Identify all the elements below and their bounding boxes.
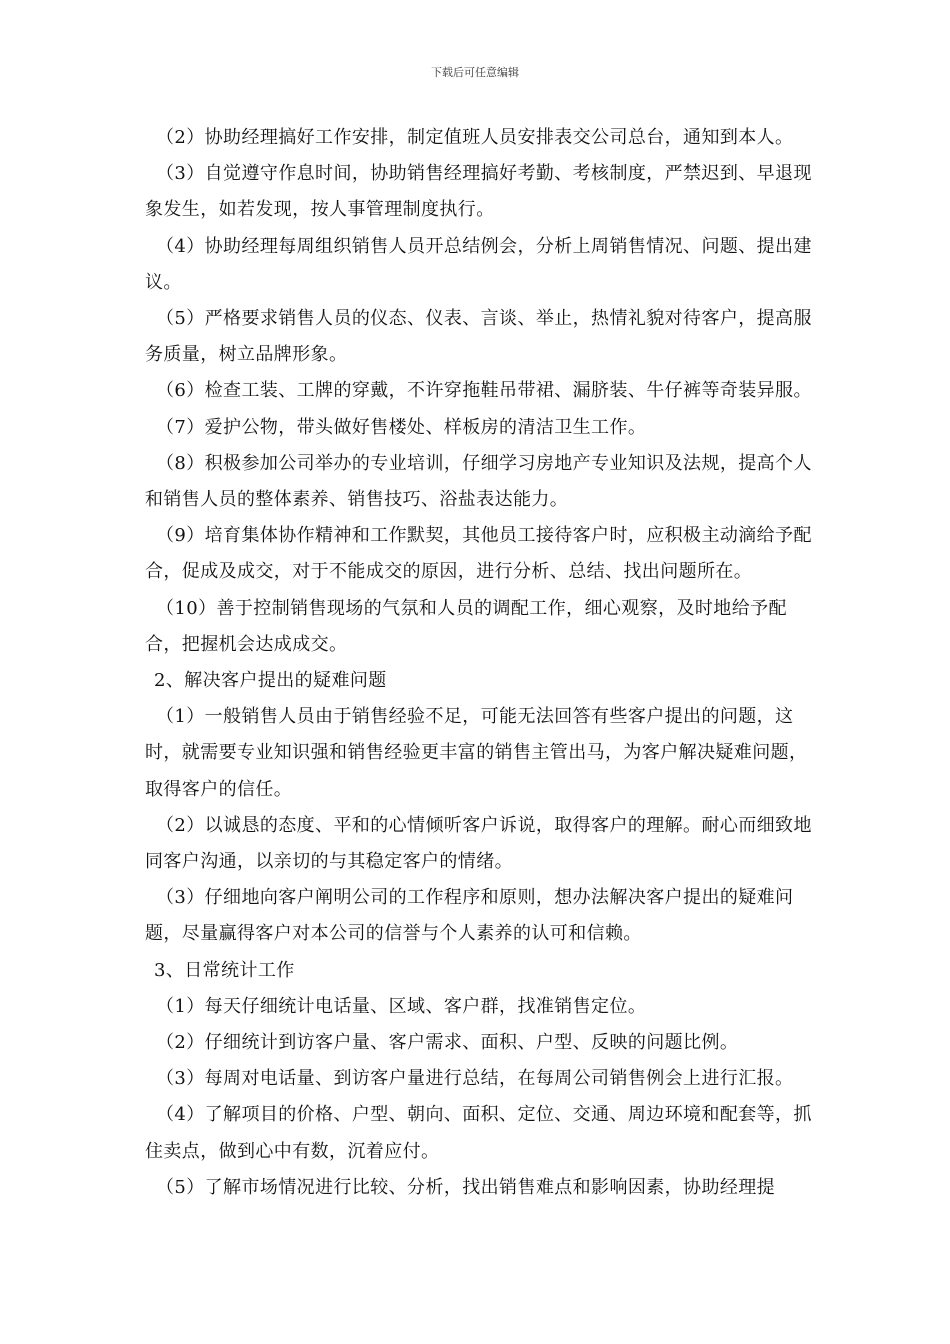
paragraph: （7）爱护公物，带头做好售楼处、样板房的清洁卫生工作。 bbox=[156, 416, 647, 438]
paragraph: （2）以诚恳的态度、平和的心情倾听客户诉说，取得客户的理解。耐心而细致地同客户沟通，以亲切的与其稳定客户的情绪。 bbox=[145, 814, 812, 873]
paragraph: （1）一般销售人员由于销售经验不足，可能无法回答有些客户提出的问题，这时，就需要专业知识强和销售经验更丰富的销售主管出马，为客户解决疑难问题，取得客户的信任。 bbox=[145, 706, 808, 800]
paragraph: （10）善于控制销售现场的气氛和人员的调配工作，细心观察，及时地给予配合，把握机会达成成交。 bbox=[145, 597, 787, 655]
section-heading: 3、日常统计工作 bbox=[154, 959, 295, 981]
paragraph: （2）协助经理搞好工作安排，制定值班人员安排表交公司总台，通知到本人。 bbox=[156, 127, 794, 148]
paragraph: （3）每周对电话量、到访客户量进行总结，在每周公司销售例会上进行汇报。 bbox=[156, 1068, 794, 1090]
paragraph: （4）协助经理每周组织销售人员开总结例会，分析上周销售情况、问题、提出建议。 bbox=[145, 235, 812, 293]
paragraph: （6）检查工装、工牌的穿戴，不许穿拖鞋吊带裙、漏脐装、牛仔裤等奇装异服。 bbox=[156, 380, 812, 402]
document-body bbox=[145, 120, 815, 1206]
paragraph: （3）自觉遵守作息时间，协助销售经理搞好考勤、考核制度，严禁迟到、早退现象发生，如若发现，按人事管理制度执行。 bbox=[145, 163, 812, 221]
paragraph: （5）严格要求销售人员的仪态、仪表、言谈、举止，热情礼貌对待客户，提高服务质量，树立品牌形象。 bbox=[145, 308, 812, 366]
paragraph: （1）每天仔细统计电话量、区域、客户群，找准销售定位。 bbox=[156, 995, 647, 1017]
paragraph: （4）了解项目的价格、户型、朝向、面积、定位、交通、周边环境和配套等，抓住卖点，做到心中有数，沉着应付。 bbox=[145, 1104, 812, 1162]
page-header: 下载后可任意编辑 bbox=[431, 66, 519, 79]
section-heading: 2、解决客户提出的疑难问题 bbox=[154, 670, 387, 692]
paragraph: （3）仔细地向客户阐明公司的工作程序和原则，想办法解决客户提出的疑难问题，尽量赢得客户对本公司的信誉与个人素养的认可和信赖。 bbox=[145, 887, 794, 945]
paragraph: （2）仔细统计到访客户量、客户需求、面积、户型、反映的问题比例。 bbox=[156, 1032, 739, 1054]
paragraph: （5）了解市场情况进行比较、分析，找出销售难点和影响因素，协助经理提 bbox=[156, 1176, 776, 1198]
paragraph: （9）培育集体协作精神和工作默契，其他员工接待客户时，应积极主动滴给予配合，促成及成交，对于不能成交的原因，进行分析、总结、找出问题所在。 bbox=[145, 525, 812, 583]
paragraph: （8）积极参加公司举办的专业培训，仔细学习房地产专业知识及法规，提高个人和销售人员的整体素养、销售技巧、浴盐表达能力。 bbox=[145, 452, 812, 511]
